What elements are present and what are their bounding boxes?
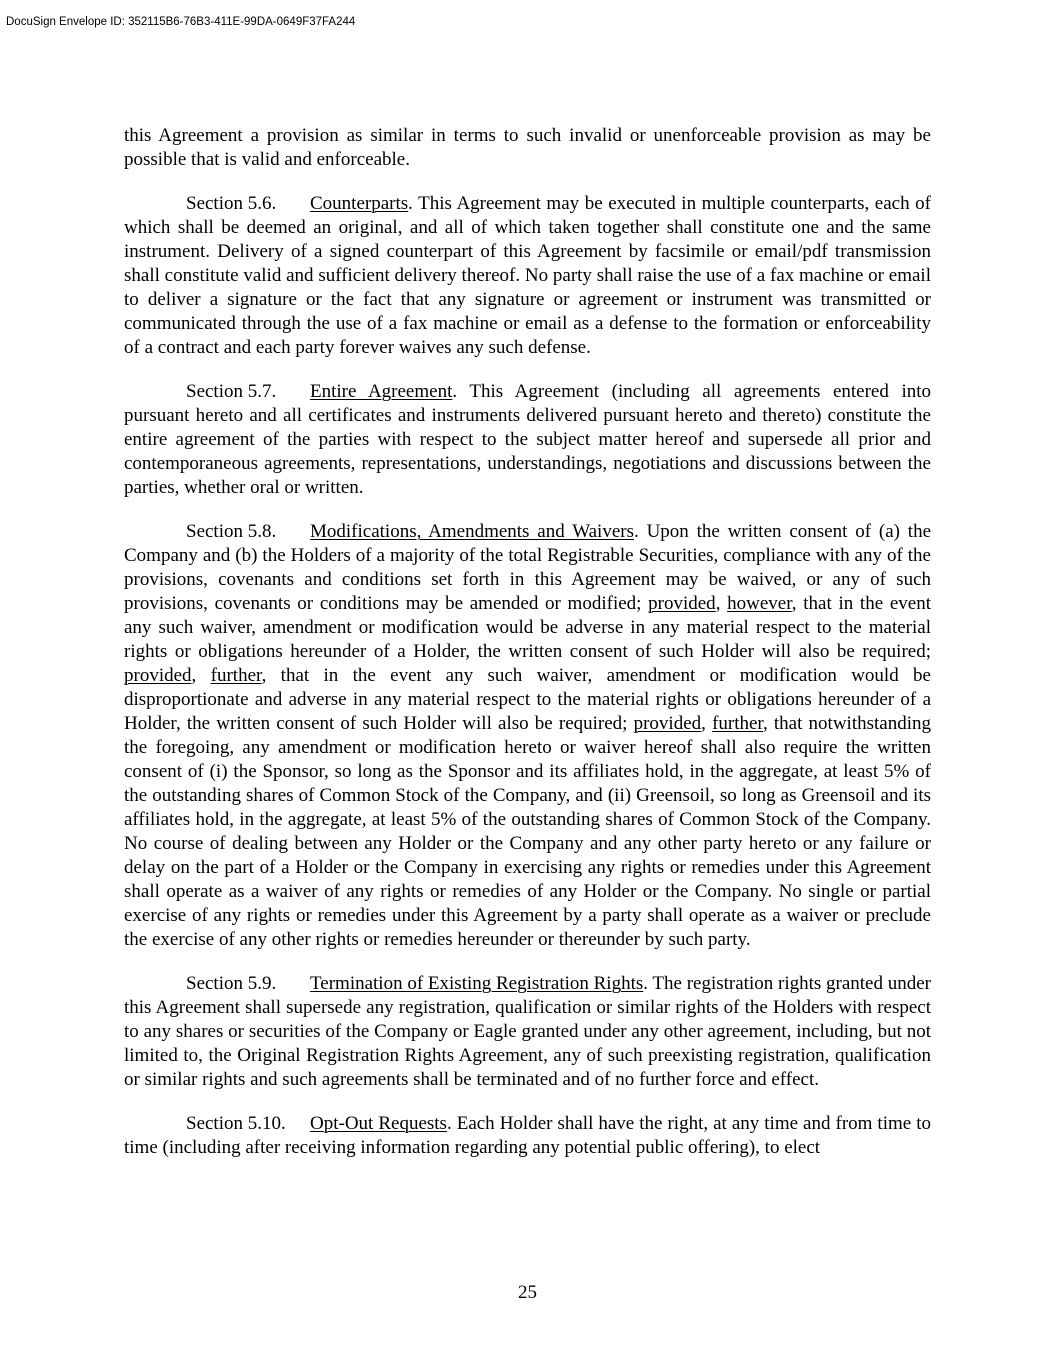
section-5-7 [124, 380, 931, 500]
section-number: Section 5.9. [186, 973, 277, 994]
provided-term: provided [633, 713, 702, 734]
intro-paragraph: this Agreement a provision as similar in terms to such invalid or unenforceable provision as may be possible that is valid and enforceable. [124, 125, 931, 170]
document-body [124, 124, 931, 1180]
section-text: . Each Holder shall have the right, at any time and from time to time (including after receiving information regarding any potential public offering), to elect [124, 1113, 931, 1158]
section-title: Entire Agreement [310, 381, 453, 402]
provided-term: provided [648, 593, 716, 614]
section-number: Section 5.7. [186, 381, 277, 402]
section-5-6 [124, 192, 931, 360]
provided-term: provided [124, 665, 192, 686]
section-text: . Upon the written consent of (a) the Company and (b) the Holders of a majority of the total Registrable Securities, compliance with any of the provisions, covenants and conditions set forth in this Agreement may be waived, or any of such provisions, covenants or conditions may be amended or modified; [124, 521, 932, 614]
section-number: Section 5.6. [186, 193, 277, 214]
separator: , [715, 593, 728, 614]
section-5-10 [124, 1112, 931, 1160]
section-text: . The registration rights granted under this Agreement shall supersede any registration, qualification or similar rights of the Holders with respect to any shares or securities of the Company or Eagle granted under any other agreement, including, but not limited to, the Original Registration Rights Agreement, any of such preexisting registration, qualification or similar rights and such agreements shall be terminated and of no further force and effect. [124, 973, 932, 1090]
section-title: Opt-Out Requests [310, 1113, 447, 1134]
section-text: . This Agreement may be executed in multiple counterparts, each of which shall be deemed an original, and all of which taken together shall constitute one and the same instrument. Delivery of a signed counterpart of this Agreement by facsimile or email/pdf transmission shall constitute valid and sufficient delivery thereof. No party shall raise the use of a fax machine or email to deliver a signature or the fact that any signature or agreement or instrument was transmitted or communicated through the use of a fax machine or email as a defense to the formation or enforceability of a contract and each party forever waives any such defense. [124, 193, 931, 358]
page-number: 25 [518, 1282, 537, 1303]
docusign-envelope-id: DocuSign Envelope ID: 352115B6-76B3-411E-99DA-0649F37FA244 [6, 16, 356, 28]
further-term: further [712, 713, 763, 734]
section-title: Counterparts [310, 193, 409, 214]
section-5-8 [124, 520, 931, 952]
section-number: Section 5.8. [186, 521, 277, 542]
section-number: Section 5.10. [186, 1113, 286, 1134]
separator: , [701, 713, 713, 734]
section-5-9 [124, 972, 931, 1092]
section-title: Termination of Existing Registration Rights [310, 973, 644, 994]
section-text: . This Agreement (including all agreements entered into pursuant hereto and all certificates and instruments delivered pursuant hereto and thereto) constitute the entire agreement of the parties with respect to the subject matter hereof and supersede all prior and contemporaneous agreements, representations, understandings, negotiations and discussions between the parties, whether oral or written. [124, 381, 931, 498]
further-term: further [210, 665, 262, 686]
section-text: , that notwithstanding the foregoing, any amendment or modification hereto or waiver hereof shall also require the written consent of (i) the Sponsor, so long as the Sponsor and its affiliates hold, in the aggregate, at least 5% of the outstanding shares of Common Stock of the Company, and (ii) Greensoil, so long as Greensoil and its affiliates hold, in the aggregate, at least 5% of the outstanding shares of Common Stock of the Company. No course of dealing between any Holder or the Company and any other party hereto or any failure or delay on the part of a Holder or the Company in exercising any rights or remedies under this Agreement shall operate as a waiver of any rights or remedies of any Holder or the Company. No single or partial exercise of any rights or remedies under this Agreement by a party shall operate as a waiver or preclude the exercise of any other rights or remedies hereunder or thereunder by such party. [124, 713, 931, 950]
section-title: Modifications, Amendments and Waivers [310, 521, 634, 542]
section-text: , that in the event any such waiver, amendment or modification would be disproportionate and adverse in any material respect to the material rights or obligations hereunder of a Holder, the written consent of such Holder will also be required; [124, 665, 931, 734]
separator: , [191, 665, 211, 686]
section-text: , that in the event any such waiver, amendment or modification would be adverse in any material respect to the material rights or obligations hereunder of a Holder, the written consent of such Holder will also be required; [124, 593, 931, 662]
however-term: however [727, 593, 792, 614]
